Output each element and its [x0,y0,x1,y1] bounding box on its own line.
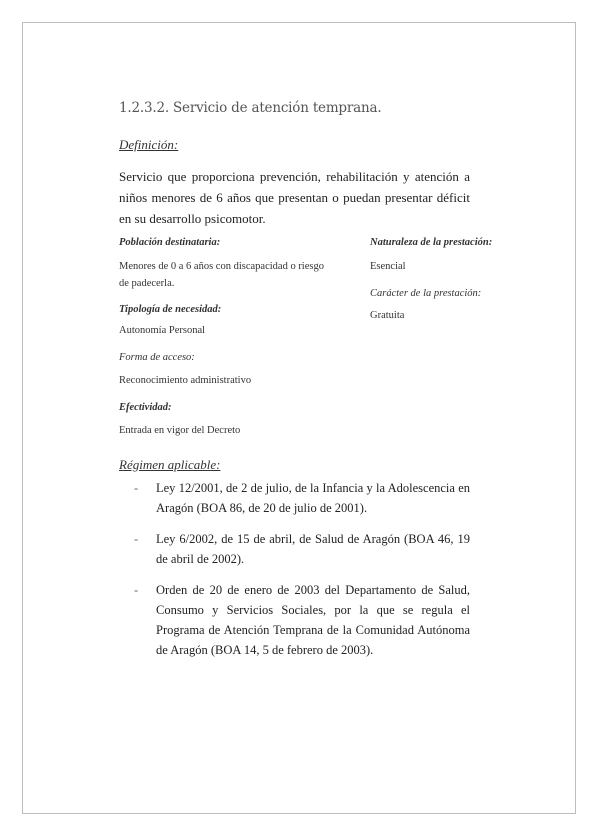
bullet-dash: - [134,583,139,597]
regimen-item [134,529,470,569]
page-border [22,22,576,814]
tipologia-label: Tipología de necesidad: [119,304,222,315]
poblacion-value: Menores de 0 a 6 años con discapacidad o riesgo de padecerla. [119,261,324,289]
caracter-value: Gratuita [370,310,405,321]
bullet-dash: - [134,532,139,546]
regimen-item-text: Ley 6/2002, de 15 de abril, de Salud de Aragón (BOA 46, 19 de abril de 2002). [156,532,470,566]
regimen-item [134,478,470,518]
efectividad-value: Entrada en vigor del Decreto [119,425,241,436]
naturaleza-label: Naturaleza de la prestación: [370,237,493,248]
section-heading: 1.2.3.2. Servicio de atención temprana. [119,100,382,116]
regimen-title: Régimen aplicable: [119,457,221,472]
bullet-dash: - [134,481,139,495]
tipologia-value: Autonomía Personal [119,325,206,336]
poblacion-label: Población destinataria: [119,237,221,248]
definicion-text: Servicio que proporciona prevención, rehabilitación y atención a niños menores de 6 años que presentan o puedan presentar déficit en su desarrollo psicomotor. [119,169,470,226]
regimen-list [134,478,470,671]
efectividad-label: Efectividad: [119,402,172,413]
forma-acceso-label: Forma de acceso: [119,352,195,363]
forma-acceso-value: Reconocimiento administrativo [119,375,252,386]
definicion-title: Definición: [119,137,179,152]
regimen-item-text: Orden de 20 de enero de 2003 del Departamento de Salud, Consumo y Servicios Sociales, por la que se regula el Programa de Atención Temprana de la Comunidad Autónoma de Aragón (BOA 14, 5 de febrero de 2003). [156,583,470,657]
naturaleza-value: Esencial [370,261,406,272]
regimen-item [134,580,470,660]
caracter-label: Carácter de la prestación: [370,288,482,299]
regimen-item-text: Ley 12/2001, de 2 de julio, de la Infancia y la Adolescencia en Aragón (BOA 86, de 20 de julio de 2001). [156,481,470,515]
